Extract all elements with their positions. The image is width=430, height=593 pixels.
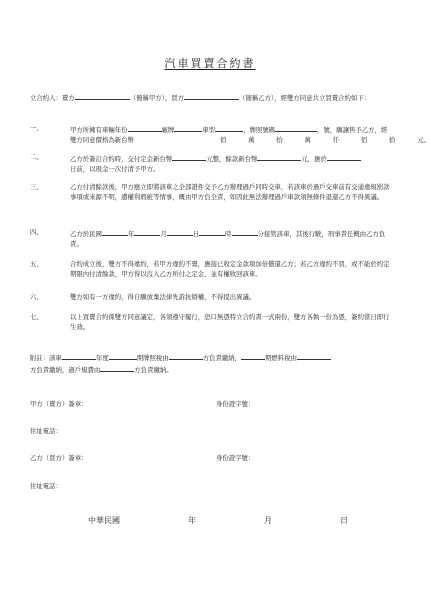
- deposit-blank: [172, 153, 206, 161]
- clause-text: 元，應於: [301, 155, 327, 163]
- seller-name-blank: [75, 92, 130, 100]
- note-fee-payer-blank: [100, 364, 134, 372]
- clause-text: 車型: [202, 126, 216, 134]
- clause-4: [30, 228, 390, 250]
- price-unit: 萬: [248, 135, 255, 144]
- clause-number: 二、: [30, 153, 43, 161]
- clause-body: 乙方付清餘款後，甲方應立即將該車之全部證件交予乙方辦理過戶同時交車，若該車於過戶交車前有交通違規罰款事項或來源不明，遭權利瑕疵等情事，概由甲方負全責，如因此無法辦理過戶車款須無條件退還乙方不得異議。: [70, 183, 390, 201]
- takeover-minute-blank: [232, 228, 258, 236]
- price-unit: 佰: [360, 135, 368, 144]
- clause-body: 雙方如有一方違約，得自願放棄法律先訴抗辯權，不得提出異議。: [70, 293, 256, 301]
- buyer-address-row: [30, 482, 390, 492]
- price-units: [220, 136, 430, 146]
- clause-3: [30, 183, 390, 203]
- clause-5: [30, 260, 390, 280]
- clause-text: ，號，願讓售予乙方，經雙方同意價格為新台幣: [70, 126, 388, 144]
- clause-body: [70, 228, 390, 250]
- price-unit: 仟: [332, 135, 340, 144]
- seller-address-label: 住址電話：: [30, 427, 62, 435]
- note-text: 方負責繳納，過戶規費由: [30, 365, 101, 374]
- clause-text: 甲方所擁有車輛年份: [70, 126, 128, 134]
- year-blank: [128, 124, 162, 132]
- note-license-payer-blank: [169, 352, 203, 360]
- clause-text: 月: [160, 230, 167, 238]
- date-month-label: 月: [264, 516, 272, 525]
- clause-text: 時: [225, 230, 232, 238]
- clause-number: 四、: [30, 228, 43, 236]
- clause-body: [70, 124, 430, 146]
- note-text: 方負責繳納，: [202, 354, 242, 362]
- note-fuel-payer-blank: [297, 352, 331, 360]
- clause-text: 乙方於簽訂合約時，交付定金新台幣: [70, 155, 173, 163]
- intro-buyer-label: （簡稱甲方），買方: [129, 94, 185, 102]
- clause-number: 七、: [30, 313, 43, 321]
- seller-id-label: 身份證字號：: [216, 400, 255, 408]
- plate-blank: [275, 124, 317, 132]
- clause-text: 分接管該車，其後行駛，刑事責任概由乙方負責。: [70, 230, 386, 248]
- clause-text: 元整，餘款新台幣: [206, 155, 258, 163]
- brand-blank: [174, 124, 202, 132]
- clause-body: 合約成立後，雙方不得違約，若甲方違約不賣，應接已收定金款項加倍償還乙方；若乙方違約不買，或不能於約定期限內付清餘款，甲方得以沒入乙方所付之定金，並有權收回該車。: [70, 260, 390, 278]
- note-text: 方負責繳納。: [134, 365, 173, 374]
- note-text: 附註：該車: [30, 354, 62, 362]
- seller-address-row: [30, 427, 390, 437]
- buyer-signature-label: 乙方（買方）簽章：: [30, 454, 88, 462]
- note-fuel-period-blank: [241, 352, 265, 360]
- buyer-id-label: 身份證字號：: [216, 454, 255, 462]
- date-day-label: 日: [340, 516, 348, 525]
- clause-body: [70, 153, 390, 175]
- takeover-year-blank: [102, 228, 128, 236]
- date-era: 中華民國: [88, 516, 120, 525]
- note-text: 年度: [95, 354, 109, 362]
- clause-7: [30, 313, 390, 333]
- note-text: 期牌照稅由: [136, 354, 169, 362]
- clause-text: 廠牌: [161, 126, 175, 134]
- note-year-blank: [62, 352, 96, 360]
- clause-number: 三、: [30, 183, 43, 191]
- intro-agreement-text: （簡稱乙方），經雙方同意共立買賣合約如下：: [239, 94, 371, 102]
- document-title: 汽車買賣合約書: [164, 57, 256, 70]
- seller-signature-label: 甲方（賣方）簽章：: [30, 400, 88, 408]
- note-license-period-blank: [109, 352, 137, 360]
- takeover-month-blank: [134, 228, 160, 236]
- clause-number: 五、: [30, 260, 43, 268]
- price-unit: 拾: [389, 135, 396, 144]
- buyer-address-label: 住址電話：: [30, 482, 62, 490]
- due-date-blank: [327, 153, 361, 161]
- seller-signature-row: [30, 400, 390, 410]
- intro-seller-label: 立合約人：賣方: [30, 94, 75, 102]
- clause-1: [30, 124, 430, 146]
- model-blank: [215, 124, 243, 132]
- clause-text: 日前，以現金一次付清予甲方。: [70, 164, 160, 173]
- price-unit: 元。: [417, 135, 430, 144]
- price-unit: 佰: [220, 135, 227, 144]
- contract-note: [30, 352, 390, 376]
- clause-number: 六、: [30, 293, 43, 301]
- clause-2: [30, 153, 390, 175]
- clause-body: 以上買賣合約係雙方同意議定，各須遵守履行，恐口無憑特立合約書一式兩份，雙方各執一份為憑，簽約當日即行生效。: [70, 313, 390, 331]
- buyer-signature-row: [30, 454, 390, 464]
- balance-blank: [257, 153, 301, 161]
- clause-text: 乙方於民國: [70, 230, 102, 238]
- clause-text: 年: [127, 230, 135, 238]
- takeover-hour-blank: [199, 228, 225, 236]
- note-text: 期燃料稅由: [265, 354, 297, 362]
- intro-line: [30, 92, 390, 104]
- clause-6: [30, 293, 390, 303]
- clause-number: 一、: [30, 124, 43, 132]
- clause-text: ，牌照號碼: [243, 126, 276, 134]
- clause-text: 日: [192, 230, 200, 238]
- price-unit: 拾: [276, 135, 283, 144]
- buyer-name-blank: [184, 92, 239, 100]
- takeover-day-blank: [167, 228, 193, 236]
- date-year-label: 年: [188, 516, 196, 525]
- price-unit: 萬: [304, 135, 311, 144]
- contract-date: [88, 515, 348, 527]
